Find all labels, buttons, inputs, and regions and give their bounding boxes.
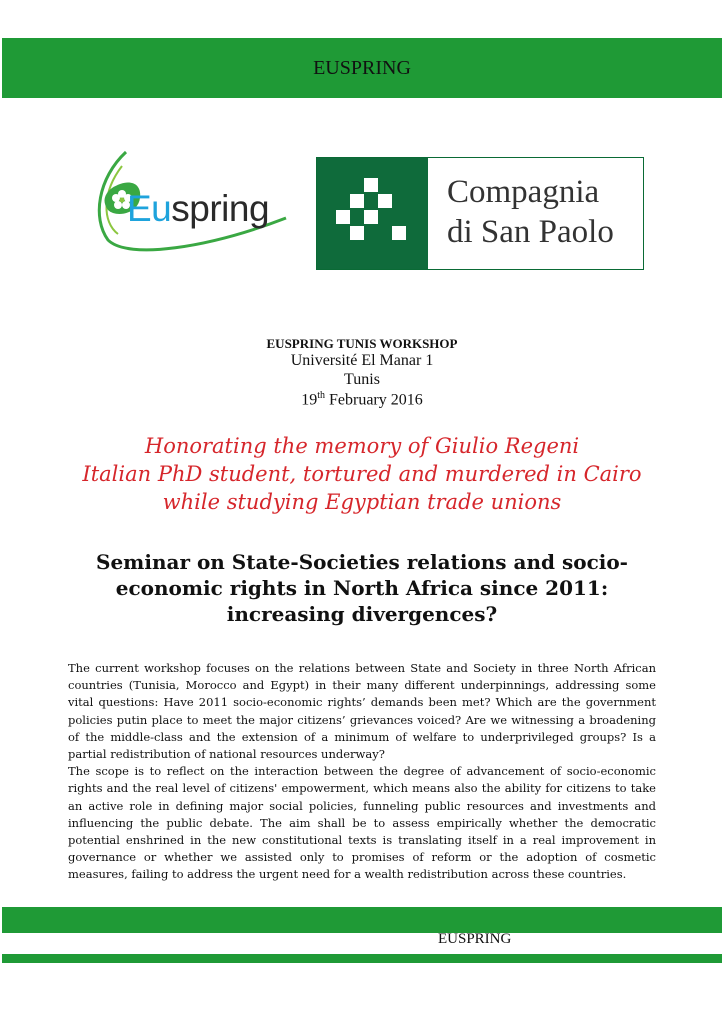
body-paragraph-2: The scope is to reflect on the interaction between the degree of advancement of socio-economic rights and the real level of citizens' empowerment, which means also the ability for citizens to take an active role in defining major social policies, funneling public resources and investments and influencing the public debate. The aim shall be to assess empirically whether the democratic potential enshrined in the new constitutional texts is translating itself in a real improvement in governance or whether we assisted only to promises of reform or the adoption of cosmetic measures, failing to address the urgent need for a wealth redistribution across these countries. xyxy=(68,764,656,882)
compagnia-logo xyxy=(316,157,644,270)
body-paragraph-1: The current workshop focuses on the relations between State and Society in three North African countries (Tunisia, Morocco and Egypt) in their many different underpinnings, addressing some vital questions: Have 2011 socio-economic rights’ demands been met? Which are the government policies putin place to meet the major citizens’ grievances voiced? Are we witnessing a broadening of the middle-class and the extension of a minimum of welfare to underprivileged groups? Is a partial redistribution of national resources underway? xyxy=(68,661,656,762)
euspring-wordmark-prefix: Eu xyxy=(127,188,172,229)
workshop-title: EUSPRING TUNIS WORKSHOP xyxy=(266,336,458,351)
footer-title: EUSPRING xyxy=(438,931,512,947)
workshop-city: Tunis xyxy=(344,371,380,388)
seminar-line3: increasing divergences? xyxy=(226,602,498,626)
body-text xyxy=(68,660,656,884)
compagnia-line1: Compagnia xyxy=(447,174,600,210)
date-rest: February 2016 xyxy=(325,391,423,409)
memorial-dedication xyxy=(0,432,724,516)
footer-band-bottom xyxy=(2,954,722,963)
header-title: EUSPRING xyxy=(313,56,411,79)
euspring-wordmark-suffix: spring xyxy=(171,188,270,229)
compagnia-line2: di San Paolo xyxy=(447,214,614,250)
memorial-line2: Italian PhD student, tortured and murdered in Cairo xyxy=(82,462,642,486)
seminar-line1: Seminar on State-Societies relations and socio- xyxy=(96,550,628,574)
squares-icon xyxy=(317,158,428,269)
date-day: 19 xyxy=(301,391,318,409)
footer-band xyxy=(2,907,722,933)
memorial-line3: while studying Egyptian trade unions xyxy=(162,490,562,514)
compagnia-emblem xyxy=(317,158,428,269)
compagnia-wordmark xyxy=(447,172,637,252)
workshop-date xyxy=(0,390,724,409)
header-band xyxy=(2,38,722,98)
seminar-title xyxy=(0,549,724,627)
date-suffix: th xyxy=(317,390,325,401)
seminar-line2: economic rights in North Africa since 2011: xyxy=(115,576,609,600)
memorial-line1: Honorating the memory of Giulio Regeni xyxy=(144,434,580,458)
workshop-venue: Université El Manar 1 xyxy=(290,352,434,369)
euspring-wordmark xyxy=(127,188,269,230)
